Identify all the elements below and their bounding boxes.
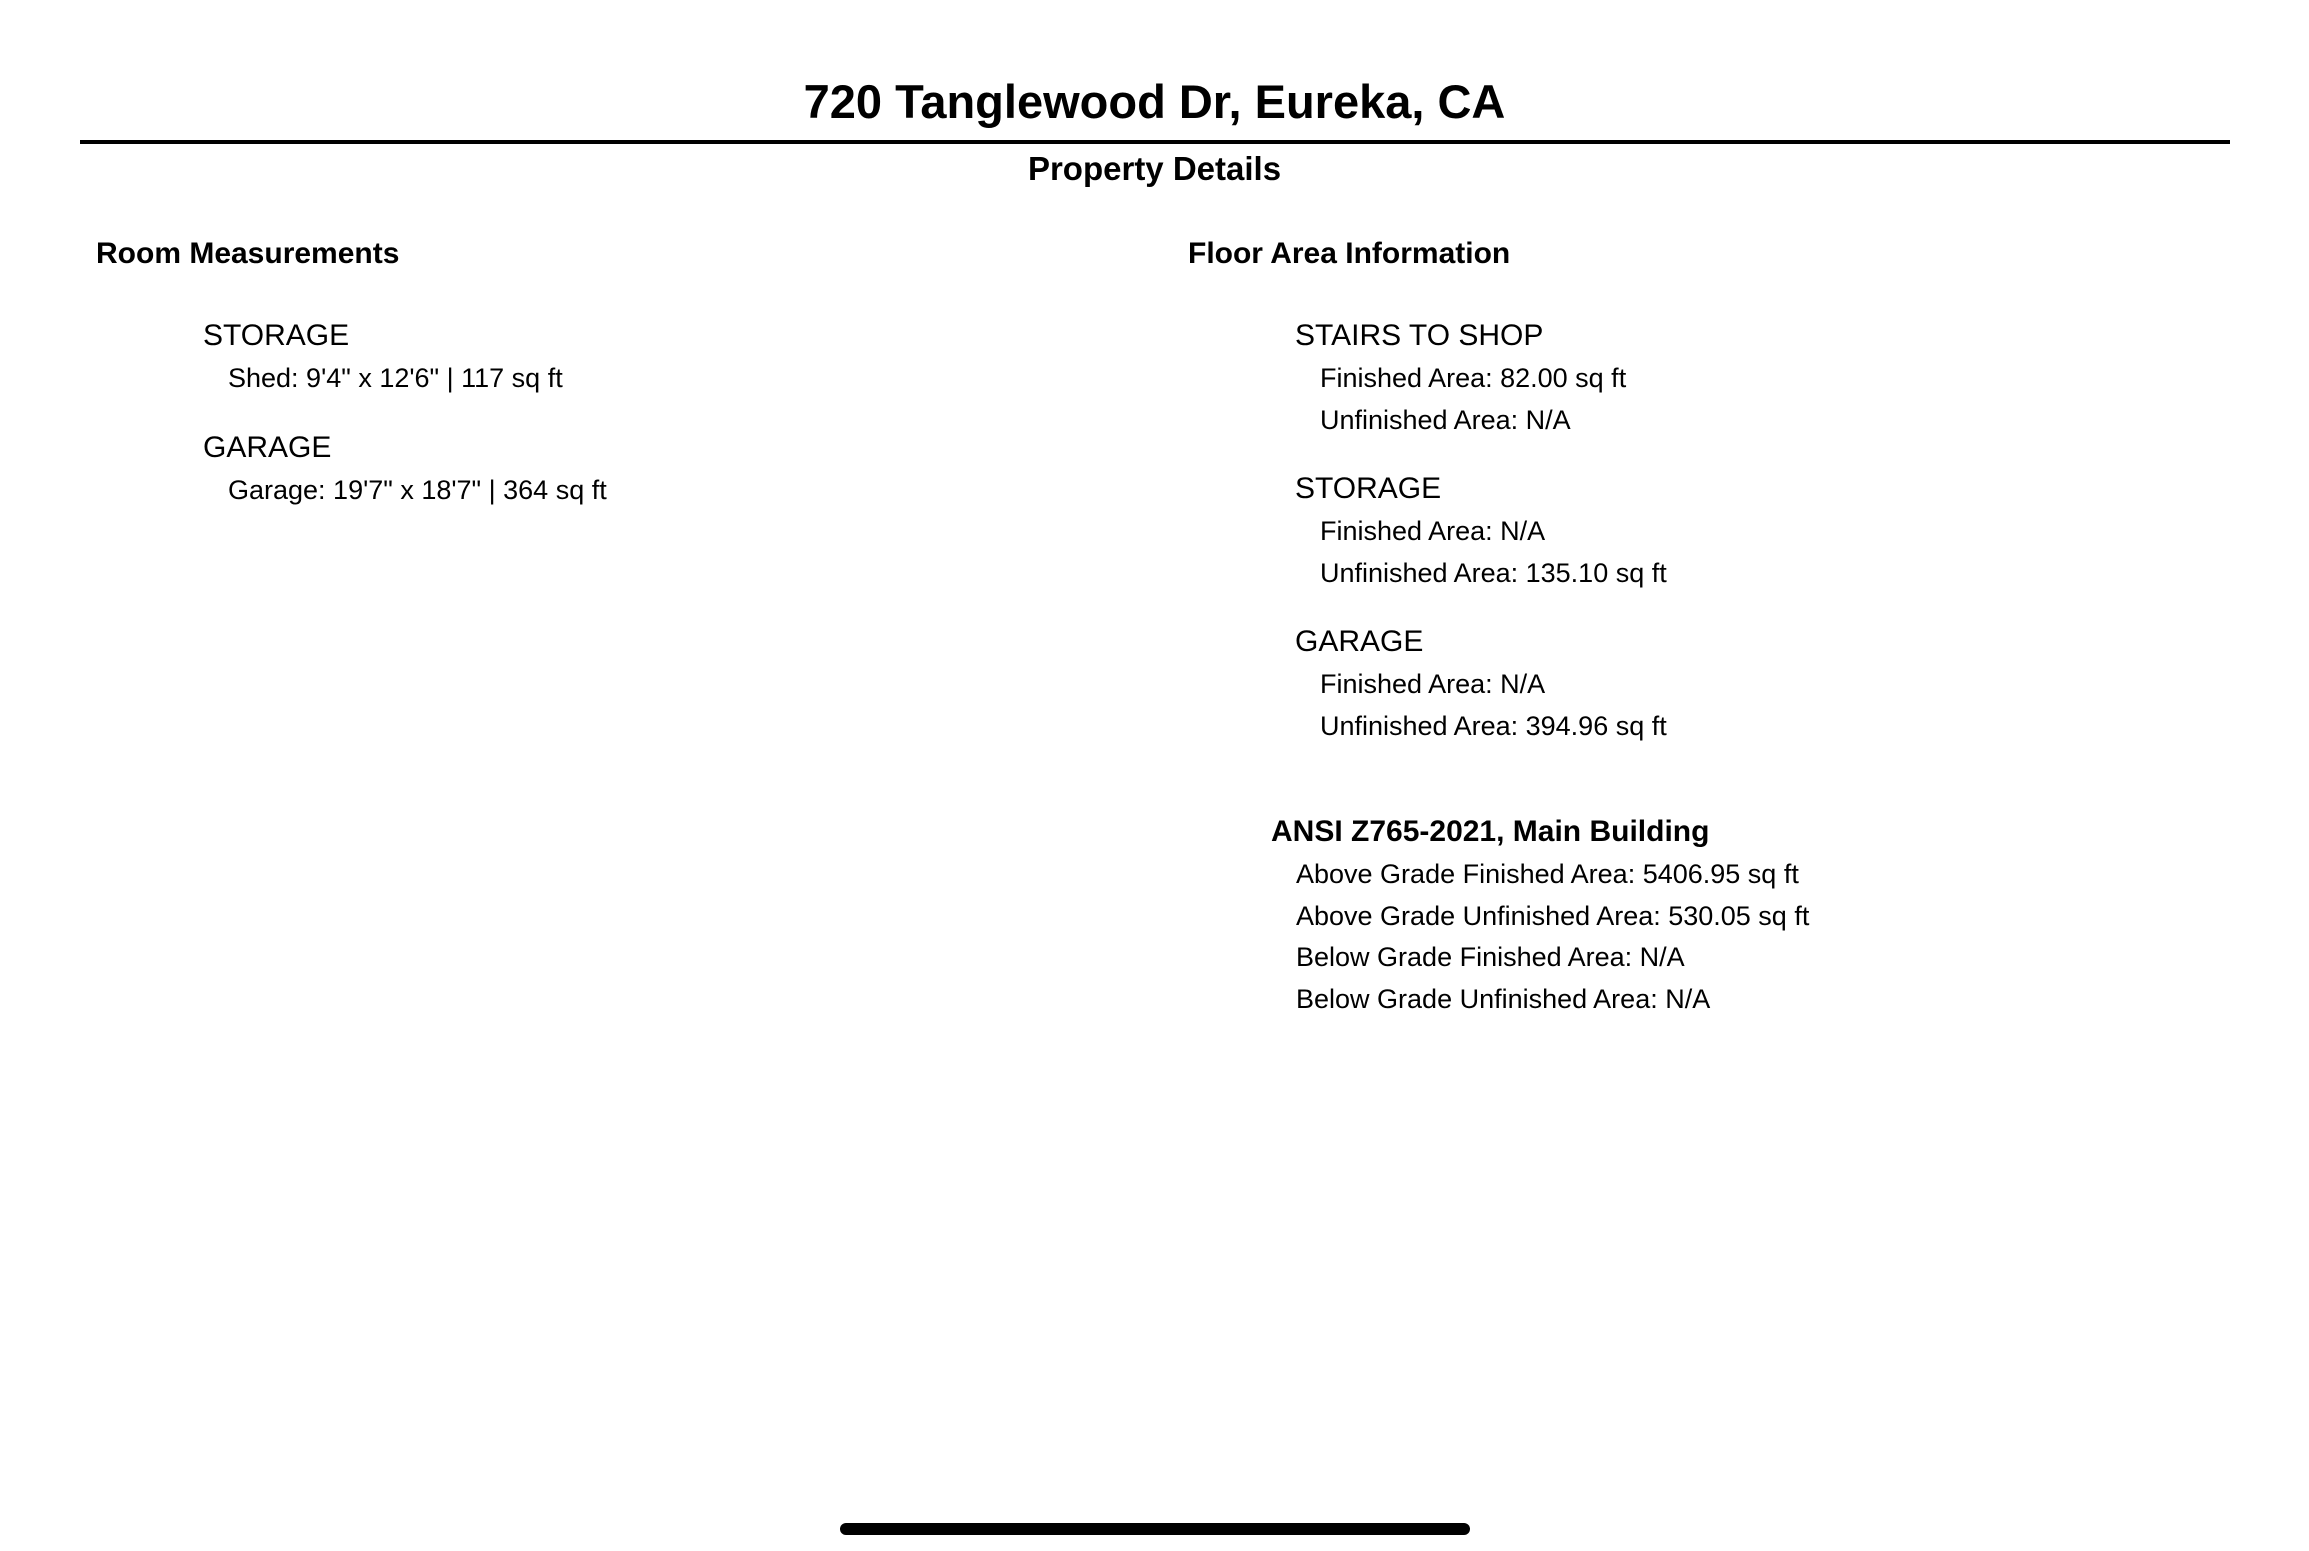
floor-area-section: [1188, 230, 2228, 1020]
below-grade-finished-line: Below Grade Finished Area: N/A: [1296, 942, 1685, 972]
floor-group-name: STORAGE: [1295, 472, 1442, 505]
floor-area-heading: Floor Area Information: [1188, 237, 1511, 270]
floor-group-storage: [1295, 467, 2228, 594]
home-indicator-bar[interactable]: [840, 1523, 1470, 1535]
unfinished-area-line: Unfinished Area: 394.96 sq ft: [1320, 710, 1667, 741]
room-group-garage: [203, 426, 1096, 512]
room-measurement-line: Shed: 9'4" x 12'6" | 117 sq ft: [228, 363, 563, 393]
below-grade-unfinished-line: Below Grade Unfinished Area: N/A: [1296, 983, 1711, 1014]
above-grade-finished-line: Above Grade Finished Area: 5406.95 sq ft: [1296, 859, 1799, 889]
room-group-name: GARAGE: [203, 430, 332, 464]
room-measurement-line: Garage: 19'7" x 18'7" | 364 sq ft: [228, 474, 607, 505]
floor-group-name: STAIRS TO SHOP: [1295, 319, 1544, 352]
ansi-summary: [1271, 810, 2228, 1020]
room-group-name: STORAGE: [203, 319, 350, 352]
room-measurements-section: [96, 230, 1096, 511]
ansi-summary-heading: ANSI Z765-2021, Main Building: [1271, 815, 1710, 848]
room-measurements-heading: Room Measurements: [96, 237, 400, 270]
title-divider: [80, 140, 2230, 144]
floor-group-garage: [1295, 620, 2228, 747]
page-subtitle: Property Details: [1027, 150, 1282, 187]
finished-area-line: Finished Area: 82.00 sq ft: [1320, 363, 1627, 393]
above-grade-unfinished-line: Above Grade Unfinished Area: 530.05 sq ft: [1296, 900, 1810, 931]
page-title: 720 Tanglewood Dr, Eureka, CA: [803, 75, 1506, 128]
room-group-storage: [203, 314, 1096, 400]
unfinished-area-line: Unfinished Area: N/A: [1320, 404, 1571, 435]
unfinished-area-line: Unfinished Area: 135.10 sq ft: [1320, 557, 1667, 588]
finished-area-line: Finished Area: N/A: [1320, 669, 1546, 699]
floor-group-name: GARAGE: [1295, 625, 1424, 658]
floor-group-stairs-to-shop: [1295, 314, 2228, 441]
finished-area-line: Finished Area: N/A: [1320, 516, 1546, 546]
